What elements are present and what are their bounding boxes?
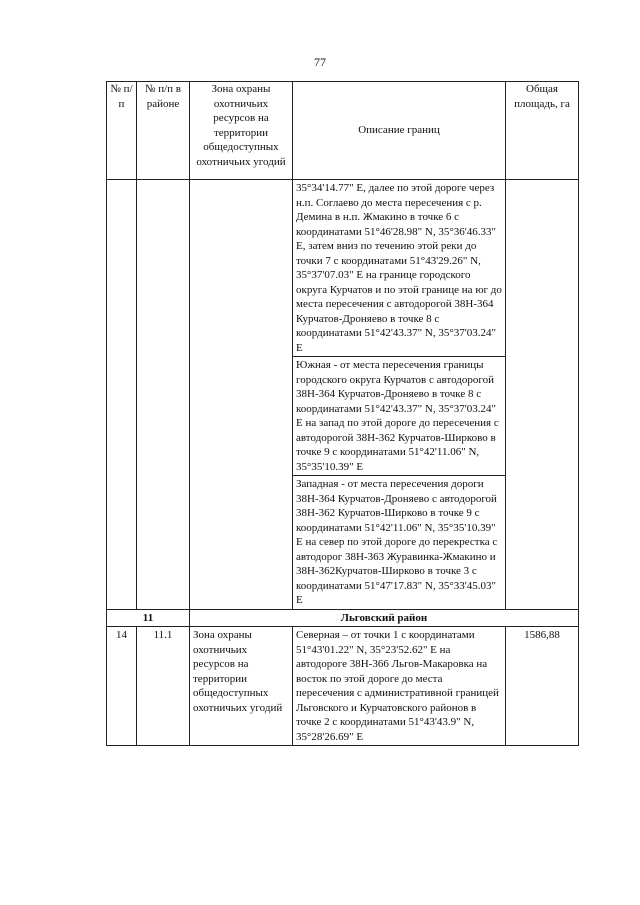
header-num: № п/п <box>107 82 137 180</box>
zone-name: Зона охраны охотничьих ресурсов на территории общедоступных охотничьих угодий <box>190 627 293 746</box>
district-section-row <box>107 609 579 627</box>
header-zone: Зона охраны охотничьих ресурсов на территории общедоступных охотничьих угодий <box>190 82 293 180</box>
header-area: Общая площадь, га <box>506 82 579 180</box>
header-description: Описание границ <box>293 82 506 180</box>
boundaries-table <box>106 81 579 746</box>
header-num-district: № п/п в районе <box>137 82 190 180</box>
table-header-row <box>107 82 579 180</box>
boundary-description-south: Южная - от места пересечения границы городского округа Курчатов с автодорогой 38Н-364 Курчатов-Дроняево в точке 8 с координатами 51°42'43.37" N, 35°37'03.24" E на запад по этой дороге до пересечения с автодорогой 38Н-362 Курчатов-Ширково в точке 9 с координатами 51°42'11.06" N, 35°35'10.39" E <box>293 357 506 476</box>
cell-empty-num <box>107 180 137 610</box>
table-row <box>107 180 579 357</box>
total-area: 1586,88 <box>506 627 579 746</box>
boundary-description-north: Северная – от точки 1 с координатами 51°43'01.22" N, 35°23'52.62" E на автодороге 38Н-366 Льгов-Макаровка на восток по этой дороге до места пересечения с административной границей Льговского и Курчатовского районов в точке 2 с координатами 51°43'43.9" N, 35°28'26.69" E <box>293 627 506 746</box>
cell-empty-zone <box>190 180 293 610</box>
boundary-description-west: Западная - от места пересечения дороги 38Н-364 Курчатов-Дроняево с автодорогой 38Н-362 Курчатов-Ширково в точке 9 с координатами 51°42'11.06" N, 35°35'10.39" E на север по этой дороге до перекрестка с автодорог 38Н-363 Журавинка-Жмакино и 38Н-362Курчатов-Ширково в точке 3 с координатами 51°47'17.83" N, 35°33'45.03" E <box>293 476 506 610</box>
district-number: 11 <box>107 609 190 627</box>
cell-empty-area <box>506 180 579 610</box>
row-number-district: 11.1 <box>137 627 190 746</box>
row-number: 14 <box>107 627 137 746</box>
cell-empty-num-district <box>137 180 190 610</box>
page-number: 77 <box>314 55 326 69</box>
table-row <box>107 627 579 746</box>
boundary-description-continued: 35°34'14.77" E, далее по этой дороге через н.п. Соглаево до места пересечения с р. Демина в н.п. Жмакино в точке 6 с координатами 51°46'28.98" N, 35°36'46.33" E, затем вниз по течению этой реки до точки 7 с координатами 51°43'29.26" N, 35°37'07.03" E на границе городского округа Курчатов и по этой границе на юг до места пересечения с автодорогой 38Н-364 Курчатов-Дроняево в точке 8 с координатами 51°42'43.37" N, 35°37'03.24" E <box>293 180 506 357</box>
district-title: Льговский район <box>190 609 579 627</box>
